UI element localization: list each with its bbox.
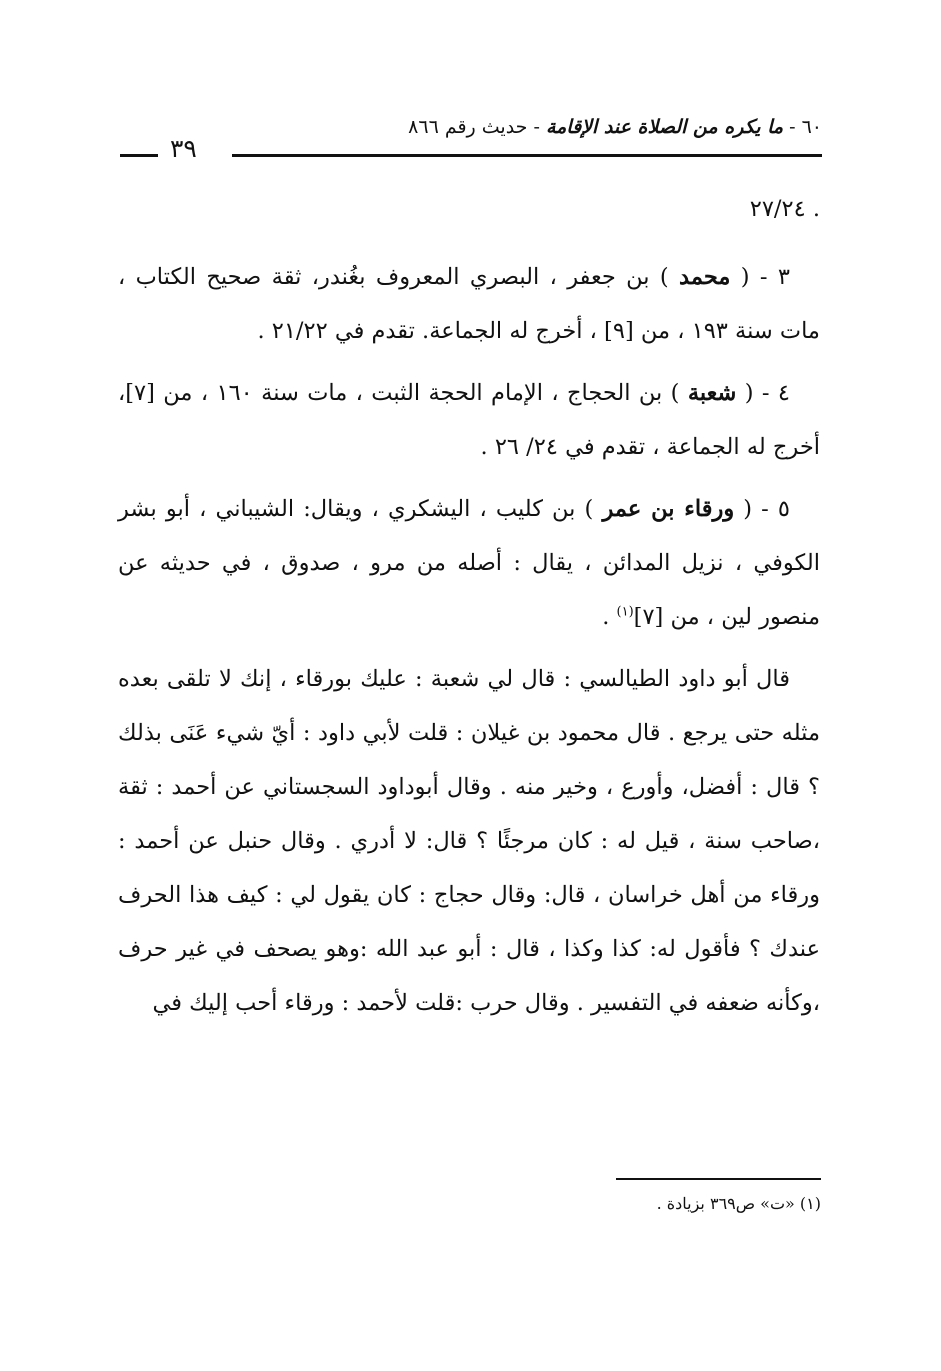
chapter-title: ما يكره من الصلاة عند الإقامة: [545, 116, 784, 138]
narrator-entry-5: [118, 482, 820, 644]
narrator-entry-3: [118, 250, 820, 358]
header-rule: [232, 154, 822, 157]
footnote: (١) «ت» ص٣٦٩ بزيادة .: [656, 1194, 821, 1213]
page-header: [120, 112, 822, 162]
entry-prefix: ٣ - (: [730, 264, 790, 290]
narrator-entry-4: [118, 366, 820, 474]
entry-text: ) بن جعفر ، البصري المعروف بغُندر، ثقة صحيح الكتاب ، مات سنة ١٩٣ ، من [٩] ، أخرج له الجماعة. تقدم في ٢١/٢٢ .: [118, 264, 820, 344]
hadith-reference: - حديث رقم ٨٦٦: [408, 116, 546, 138]
chapter-number: ٦٠ -: [783, 116, 822, 138]
narrator-name: محمد: [679, 264, 731, 290]
commentary-paragraph: [118, 652, 820, 1030]
page-number: ٣٩: [170, 134, 197, 163]
entry-prefix: ٤ - (: [736, 380, 790, 406]
carryover-line: . ٢٧/٢٤: [749, 196, 820, 222]
commentary-text: قال أبو داود الطيالسي : قال لي شعبة : عليك بورقاء ، إنك لا تلقى بعده مثله حتى يرجع . قال محمود بن غيلان : قلت لأبي داود : أيّ شيء عَنَى بذلك ؟ قال : أفضل، وأورع ، وخير منه . وقال أبوداود السجستاني عن أحمد : ثقة ،صاحب سنة ، قيل له : كان مرجئًا ؟ قال: لا أدري . وقال حنبل عن أحمد : ورقاء من أهل خراسان ، قال: وقال حجاج : كان يقول لي : كيف هذا الحرف عندك ؟ فأقول له: كذا وكذا ، قال : أبو عبد الله :وهو يصحف في غير حرف ،وكأنه ضعفه في التفسير . وقال حرب :قلت لأحمد : ورقاء أحب إليك في: [118, 666, 820, 1016]
entry-text: ) بن الحجاج ، الإمام الحجة الثبت ، مات سنة ١٦٠ ، من [٧]، أخرج له الجماعة ، تقدم في ٢٤/ ٢٦ .: [118, 380, 820, 460]
footnote-marker: (١): [616, 604, 634, 620]
entry-end: .: [602, 604, 617, 630]
running-title: [408, 116, 822, 138]
entry-text: ) بن كليب ، اليشكري ، ويقال: الشيباني ، أبو بشر الكوفي ، نزيل المدائن ، يقال : أصله من مرو ، صدوق ، في حديثه عن منصور لين ، من [٧]: [118, 496, 820, 630]
footnote-rule: [616, 1178, 821, 1180]
narrator-name: شعبة: [687, 380, 737, 406]
page-number-rule: [120, 154, 158, 157]
entry-prefix: ٥ - (: [734, 496, 790, 522]
narrator-name: ورقاء بن عمر: [602, 496, 735, 522]
main-text: [118, 182, 820, 1038]
